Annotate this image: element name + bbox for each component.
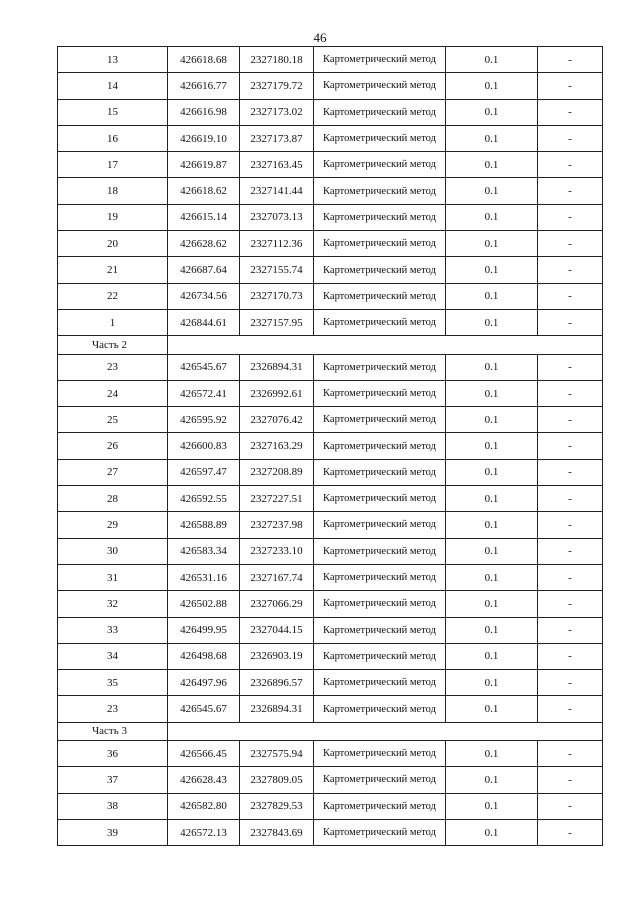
point-number-cell: 34 <box>58 643 168 669</box>
accuracy-cell: 0.1 <box>446 617 538 643</box>
note-cell: - <box>538 407 603 433</box>
point-number-cell: 31 <box>58 564 168 590</box>
section-header-row <box>58 336 603 354</box>
y-coordinate-cell: 2327237.98 <box>240 512 314 538</box>
y-coordinate-cell: 2327044.15 <box>240 617 314 643</box>
accuracy-cell: 0.1 <box>446 380 538 406</box>
method-cell: Картометрический метод <box>314 486 446 512</box>
x-coordinate-cell: 426572.13 <box>168 819 240 845</box>
point-number-cell: 23 <box>58 696 168 722</box>
accuracy-cell: 0.1 <box>446 459 538 485</box>
table-row <box>58 257 603 283</box>
y-coordinate-cell: 2327809.05 <box>240 767 314 793</box>
accuracy-cell: 0.1 <box>446 767 538 793</box>
point-number-cell: 14 <box>58 73 168 99</box>
y-coordinate-cell: 2327157.95 <box>240 309 314 335</box>
point-number-cell: 33 <box>58 617 168 643</box>
point-number-cell: 36 <box>58 741 168 767</box>
section-empty-cell <box>168 336 603 354</box>
note-cell: - <box>538 178 603 204</box>
point-number-cell: 18 <box>58 178 168 204</box>
point-number-cell: 28 <box>58 486 168 512</box>
y-coordinate-cell: 2327167.74 <box>240 564 314 590</box>
method-cell: Картометрический метод <box>314 407 446 433</box>
point-number-cell: 32 <box>58 591 168 617</box>
table-row <box>58 204 603 230</box>
x-coordinate-cell: 426618.62 <box>168 178 240 204</box>
accuracy-cell: 0.1 <box>446 204 538 230</box>
x-coordinate-cell: 426497.96 <box>168 670 240 696</box>
x-coordinate-cell: 426499.95 <box>168 617 240 643</box>
accuracy-cell: 0.1 <box>446 99 538 125</box>
x-coordinate-cell: 426583.34 <box>168 538 240 564</box>
point-number-cell: 13 <box>58 47 168 73</box>
y-coordinate-cell: 2327141.44 <box>240 178 314 204</box>
x-coordinate-cell: 426572.41 <box>168 380 240 406</box>
method-cell: Картометрический метод <box>314 380 446 406</box>
y-coordinate-cell: 2326896.57 <box>240 670 314 696</box>
x-coordinate-cell: 426618.68 <box>168 47 240 73</box>
point-number-cell: 27 <box>58 459 168 485</box>
point-number-cell: 29 <box>58 512 168 538</box>
coordinates-table <box>57 46 603 846</box>
table-row <box>58 178 603 204</box>
table-row <box>58 670 603 696</box>
coordinates-table-body <box>58 47 603 846</box>
y-coordinate-cell: 2327155.74 <box>240 257 314 283</box>
method-cell: Картометрический метод <box>314 564 446 590</box>
method-cell: Картометрический метод <box>314 767 446 793</box>
method-cell: Картометрический метод <box>314 283 446 309</box>
note-cell: - <box>538 696 603 722</box>
note-cell: - <box>538 512 603 538</box>
section-label: Часть 2 <box>58 336 168 354</box>
method-cell: Картометрический метод <box>314 231 446 257</box>
table-row <box>58 793 603 819</box>
point-number-cell: 22 <box>58 283 168 309</box>
point-number-cell: 15 <box>58 99 168 125</box>
y-coordinate-cell: 2327112.36 <box>240 231 314 257</box>
y-coordinate-cell: 2326903.19 <box>240 643 314 669</box>
method-cell: Картометрический метод <box>314 696 446 722</box>
table-row <box>58 591 603 617</box>
method-cell: Картометрический метод <box>314 819 446 845</box>
note-cell: - <box>538 47 603 73</box>
note-cell: - <box>538 486 603 512</box>
x-coordinate-cell: 426628.62 <box>168 231 240 257</box>
note-cell: - <box>538 99 603 125</box>
y-coordinate-cell: 2327163.45 <box>240 152 314 178</box>
point-number-cell: 16 <box>58 125 168 151</box>
method-cell: Картометрический метод <box>314 670 446 696</box>
method-cell: Картометрический метод <box>314 643 446 669</box>
x-coordinate-cell: 426595.92 <box>168 407 240 433</box>
table-row <box>58 152 603 178</box>
method-cell: Картометрический метод <box>314 459 446 485</box>
table-row <box>58 407 603 433</box>
table-row <box>58 433 603 459</box>
point-number-cell: 35 <box>58 670 168 696</box>
x-coordinate-cell: 426582.80 <box>168 793 240 819</box>
method-cell: Картометрический метод <box>314 73 446 99</box>
point-number-cell: 24 <box>58 380 168 406</box>
table-row <box>58 309 603 335</box>
page-number: 46 <box>313 30 327 45</box>
method-cell: Картометрический метод <box>314 538 446 564</box>
y-coordinate-cell: 2327233.10 <box>240 538 314 564</box>
point-number-cell: 30 <box>58 538 168 564</box>
table-row <box>58 380 603 406</box>
x-coordinate-cell: 426502.88 <box>168 591 240 617</box>
y-coordinate-cell: 2327173.02 <box>240 99 314 125</box>
note-cell: - <box>538 741 603 767</box>
y-coordinate-cell: 2326894.31 <box>240 696 314 722</box>
method-cell: Картометрический метод <box>314 433 446 459</box>
x-coordinate-cell: 426734.56 <box>168 283 240 309</box>
accuracy-cell: 0.1 <box>446 354 538 380</box>
section-label: Часть 3 <box>58 722 168 740</box>
accuracy-cell: 0.1 <box>446 591 538 617</box>
accuracy-cell: 0.1 <box>446 819 538 845</box>
y-coordinate-cell: 2326894.31 <box>240 354 314 380</box>
accuracy-cell: 0.1 <box>446 564 538 590</box>
method-cell: Картометрический метод <box>314 741 446 767</box>
accuracy-cell: 0.1 <box>446 125 538 151</box>
accuracy-cell: 0.1 <box>446 407 538 433</box>
method-cell: Картометрический метод <box>314 793 446 819</box>
note-cell: - <box>538 767 603 793</box>
note-cell: - <box>538 204 603 230</box>
note-cell: - <box>538 257 603 283</box>
y-coordinate-cell: 2327208.89 <box>240 459 314 485</box>
point-number-cell: 39 <box>58 819 168 845</box>
note-cell: - <box>538 793 603 819</box>
note-cell: - <box>538 354 603 380</box>
accuracy-cell: 0.1 <box>446 73 538 99</box>
method-cell: Картометрический метод <box>314 47 446 73</box>
accuracy-cell: 0.1 <box>446 696 538 722</box>
table-row <box>58 354 603 380</box>
point-number-cell: 37 <box>58 767 168 793</box>
x-coordinate-cell: 426615.14 <box>168 204 240 230</box>
point-number-cell: 26 <box>58 433 168 459</box>
table-row <box>58 283 603 309</box>
accuracy-cell: 0.1 <box>446 538 538 564</box>
x-coordinate-cell: 426619.10 <box>168 125 240 151</box>
point-number-cell: 25 <box>58 407 168 433</box>
table-row <box>58 564 603 590</box>
table-row <box>58 125 603 151</box>
y-coordinate-cell: 2327073.13 <box>240 204 314 230</box>
y-coordinate-cell: 2327843.69 <box>240 819 314 845</box>
table-row <box>58 819 603 845</box>
note-cell: - <box>538 73 603 99</box>
accuracy-cell: 0.1 <box>446 309 538 335</box>
point-number-cell: 17 <box>58 152 168 178</box>
table-row <box>58 538 603 564</box>
method-cell: Картометрический метод <box>314 309 446 335</box>
table-row <box>58 617 603 643</box>
y-coordinate-cell: 2327170.73 <box>240 283 314 309</box>
note-cell: - <box>538 152 603 178</box>
accuracy-cell: 0.1 <box>446 283 538 309</box>
x-coordinate-cell: 426545.67 <box>168 354 240 380</box>
method-cell: Картометрический метод <box>314 591 446 617</box>
accuracy-cell: 0.1 <box>446 643 538 669</box>
note-cell: - <box>538 591 603 617</box>
x-coordinate-cell: 426628.43 <box>168 767 240 793</box>
y-coordinate-cell: 2327575.94 <box>240 741 314 767</box>
method-cell: Картометрический метод <box>314 617 446 643</box>
accuracy-cell: 0.1 <box>446 793 538 819</box>
y-coordinate-cell: 2327179.72 <box>240 73 314 99</box>
accuracy-cell: 0.1 <box>446 47 538 73</box>
x-coordinate-cell: 426545.67 <box>168 696 240 722</box>
x-coordinate-cell: 426597.47 <box>168 459 240 485</box>
note-cell: - <box>538 380 603 406</box>
accuracy-cell: 0.1 <box>446 670 538 696</box>
note-cell: - <box>538 459 603 485</box>
x-coordinate-cell: 426619.87 <box>168 152 240 178</box>
table-row <box>58 73 603 99</box>
accuracy-cell: 0.1 <box>446 257 538 283</box>
table-row <box>58 741 603 767</box>
method-cell: Картометрический метод <box>314 257 446 283</box>
table-row <box>58 99 603 125</box>
table-row <box>58 231 603 257</box>
method-cell: Картометрический метод <box>314 99 446 125</box>
y-coordinate-cell: 2327180.18 <box>240 47 314 73</box>
point-number-cell: 38 <box>58 793 168 819</box>
x-coordinate-cell: 426600.83 <box>168 433 240 459</box>
x-coordinate-cell: 426616.77 <box>168 73 240 99</box>
point-number-cell: 21 <box>58 257 168 283</box>
x-coordinate-cell: 426844.61 <box>168 309 240 335</box>
note-cell: - <box>538 819 603 845</box>
table-row <box>58 643 603 669</box>
y-coordinate-cell: 2327173.87 <box>240 125 314 151</box>
accuracy-cell: 0.1 <box>446 741 538 767</box>
x-coordinate-cell: 426588.89 <box>168 512 240 538</box>
accuracy-cell: 0.1 <box>446 152 538 178</box>
y-coordinate-cell: 2327076.42 <box>240 407 314 433</box>
note-cell: - <box>538 670 603 696</box>
method-cell: Картометрический метод <box>314 178 446 204</box>
y-coordinate-cell: 2326992.61 <box>240 380 314 406</box>
x-coordinate-cell: 426592.55 <box>168 486 240 512</box>
x-coordinate-cell: 426531.16 <box>168 564 240 590</box>
accuracy-cell: 0.1 <box>446 433 538 459</box>
x-coordinate-cell: 426498.68 <box>168 643 240 669</box>
method-cell: Картометрический метод <box>314 125 446 151</box>
note-cell: - <box>538 643 603 669</box>
note-cell: - <box>538 564 603 590</box>
accuracy-cell: 0.1 <box>446 178 538 204</box>
note-cell: - <box>538 617 603 643</box>
method-cell: Картометрический метод <box>314 512 446 538</box>
point-number-cell: 1 <box>58 309 168 335</box>
table-row <box>58 512 603 538</box>
note-cell: - <box>538 309 603 335</box>
y-coordinate-cell: 2327066.29 <box>240 591 314 617</box>
table-row <box>58 767 603 793</box>
method-cell: Картометрический метод <box>314 354 446 380</box>
point-number-cell: 23 <box>58 354 168 380</box>
accuracy-cell: 0.1 <box>446 486 538 512</box>
method-cell: Картометрический метод <box>314 204 446 230</box>
y-coordinate-cell: 2327163.29 <box>240 433 314 459</box>
y-coordinate-cell: 2327227.51 <box>240 486 314 512</box>
y-coordinate-cell: 2327829.53 <box>240 793 314 819</box>
table-row <box>58 47 603 73</box>
x-coordinate-cell: 426566.45 <box>168 741 240 767</box>
table-row <box>58 459 603 485</box>
note-cell: - <box>538 433 603 459</box>
accuracy-cell: 0.1 <box>446 512 538 538</box>
note-cell: - <box>538 125 603 151</box>
method-cell: Картометрический метод <box>314 152 446 178</box>
note-cell: - <box>538 283 603 309</box>
x-coordinate-cell: 426616.98 <box>168 99 240 125</box>
table-row <box>58 486 603 512</box>
x-coordinate-cell: 426687.64 <box>168 257 240 283</box>
point-number-cell: 19 <box>58 204 168 230</box>
note-cell: - <box>538 231 603 257</box>
section-empty-cell <box>168 722 603 740</box>
table-row <box>58 696 603 722</box>
note-cell: - <box>538 538 603 564</box>
accuracy-cell: 0.1 <box>446 231 538 257</box>
section-header-row <box>58 722 603 740</box>
point-number-cell: 20 <box>58 231 168 257</box>
